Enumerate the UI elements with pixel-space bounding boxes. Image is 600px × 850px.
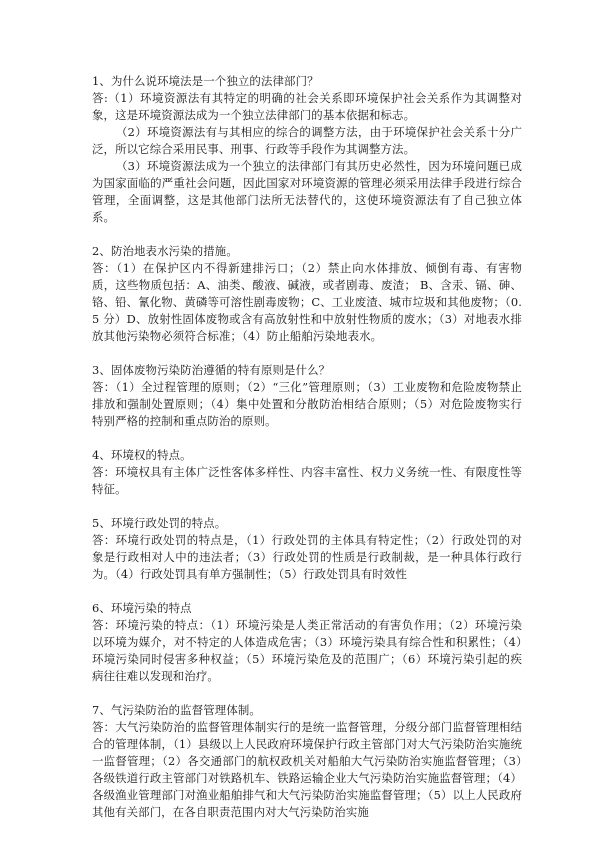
qa-section-1 xyxy=(92,73,522,226)
section-spacer xyxy=(92,430,522,447)
answer-paragraph: 答：环境权具有主体广泛性客体多样性、内容丰富性、权力义务统一性、有限度性等特征。 xyxy=(92,465,522,496)
qa-section-7 xyxy=(92,702,522,821)
section-spacer xyxy=(92,583,522,600)
answer-paragraph: 答：环境污染的特点：（1）环境污染是人类正常活动的有害负作用；（2）环境污染以环境为媒介，对不特定的人体造成危害；（3）环境污染具有综合性和积累性；（4）环境污染同时侵害多种权益；（5）环境污染危及的范围广；（6）环境污染引起的疾病往往难以发现和治疗。 xyxy=(92,618,522,683)
qa-section-3 xyxy=(92,362,522,430)
question-heading: 2、防治地表水污染的措施。 xyxy=(92,244,238,258)
question-heading: 4、环境权的特点。 xyxy=(92,448,192,462)
question-heading: 1、为什么说环境法是一个独立的法律部门？ xyxy=(92,74,319,88)
answer-paragraph: 答：（1）全过程管理的原则；（2）“三化”管理原则；（3）工业废物和危险废物禁止排放和强制处置原则；（4）集中处置和分散防治相结合原则；（5）对危险废物实行特别严格的控制和重点防治的原则。 xyxy=(92,380,522,428)
answer-paragraph: 答：大气污染防治的监督管理体制实行的是统一监督管理，分级分部门监督管理相结合的管理体制，（1）县级以上人民政府环境保护行政主管部门对大气污染防治实施统一监督管理；（2）各交通部门的航权政机关对船舶大气污染防治实施监督管理；（3）各级铁道行政主管部门对铁路机车、铁路运输企业大气污染防治实施监督管理；（4）各级渔业管理部门对渔业船舶排气和大气污染防治实施监督管理；（5）以上人民政府其他有关部门，在各自职责范围内对大气污染防治实施 xyxy=(92,720,522,819)
answer-paragraph: （2）环境资源法有与其相应的综合的调整方法，由于环境保护社会关系十分广泛，所以它综合采用民事、刑事、行政等手段作为其调整方法。 xyxy=(92,125,522,156)
answer-paragraph: 答:（1）环境资源法有其特定的明确的社会关系即环境保护社会关系作为其调整对象，这是环境资源法成为一个独立法律部门的基本依据和标志。 xyxy=(92,91,522,122)
qa-section-5 xyxy=(92,515,522,583)
qa-section-6 xyxy=(92,600,522,685)
section-spacer xyxy=(92,685,522,702)
section-spacer xyxy=(92,345,522,362)
answer-paragraph: 答：环境行政处罚的特点是，（1）行政处罚的主体具有特定性；（2）行政处罚的对象是行政相对人中的违法者；（3）行政处罚的性质是行政制裁，是一种具体行政行为。（4）行政处罚具有单方强制性；（5）行政处罚具有时效性 xyxy=(92,533,522,581)
question-heading: 7、气污染防治的监督管理体制。 xyxy=(92,703,261,717)
question-heading: 6、环境污染的特点 xyxy=(92,601,192,615)
answer-paragraph: （3）环境资源法成为一个独立的法律部门有其历史必然性，因为环境问题已成为国家面临的严重社会问题，因此国家对环境资源的管理必须采用法律手段进行综合管理，全面调整，这是其他部门法所无法替代的，这使环境资源法有了自己独立体系。 xyxy=(92,159,522,224)
document-page xyxy=(92,73,522,821)
qa-section-2 xyxy=(92,243,522,345)
qa-section-4 xyxy=(92,447,522,498)
question-heading: 3、固体废物污染防治遵循的特有原则是什么？ xyxy=(92,363,331,377)
section-spacer xyxy=(92,226,522,243)
answer-paragraph: 答：（1）在保护区内不得新建排污口；（2）禁止向水体排放、倾倒有毒、有害物质，这些物质包括：A、油类、酸液、碱液，或者剧毒、废渣； B、含汞、镉、砷、铬、铅、氰化物、黄磷等可溶性剧毒废物；C、工业废渣、城市垃圾和其他废物；（0.5 分）D、放射性固体废物或含有高放射性和中放射性物质的废水；（3）对地表水排放其他污染物必须符合标准；（4）防止船舶污染地表水。 xyxy=(92,261,522,343)
section-spacer xyxy=(92,498,522,515)
question-heading: 5、环境行政处罚的特点。 xyxy=(92,516,227,530)
